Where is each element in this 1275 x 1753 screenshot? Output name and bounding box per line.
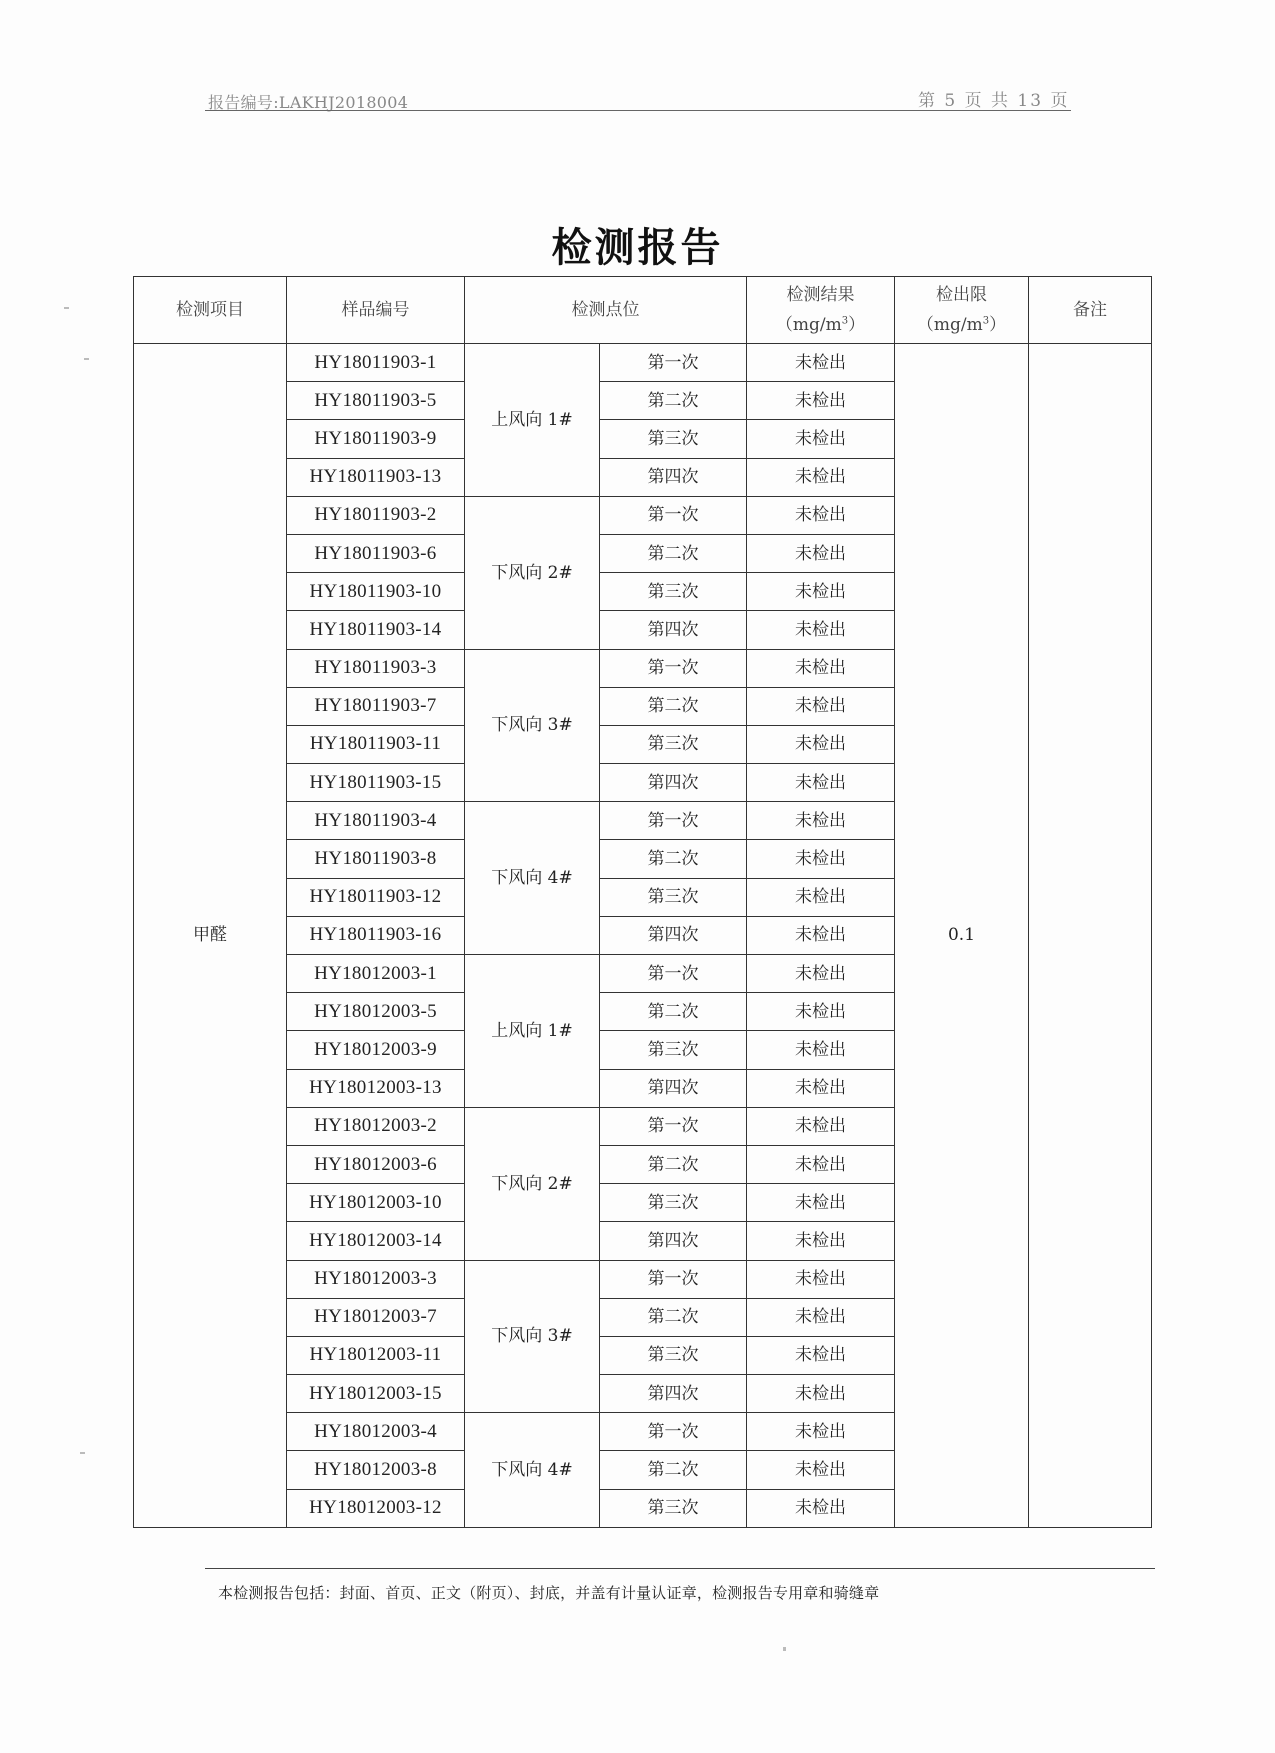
times-cell: 第三次 — [600, 1031, 747, 1069]
times-cell: 第四次 — [600, 1069, 747, 1107]
times-cell: 第一次 — [600, 955, 747, 993]
table-header-row — [134, 277, 1152, 344]
sample-id-cell: HY18012003-15 — [287, 1375, 465, 1413]
sample-id-cell: HY18011903-5 — [287, 382, 465, 420]
sample-id-cell: HY18011903-13 — [287, 458, 465, 496]
sample-id-cell: HY18011903-8 — [287, 840, 465, 878]
times-cell: 第一次 — [600, 802, 747, 840]
header-divider — [205, 110, 1071, 111]
point-cell: 上风向 1# — [465, 344, 600, 497]
header-result — [747, 277, 895, 344]
times-cell: 第四次 — [600, 1222, 747, 1260]
times-cell: 第二次 — [600, 840, 747, 878]
sample-id-cell: HY18012003-13 — [287, 1069, 465, 1107]
point-cell: 下风向 2# — [465, 496, 600, 649]
sample-id-cell: HY18011903-14 — [287, 611, 465, 649]
scan-speck — [84, 358, 89, 360]
times-cell: 第三次 — [600, 573, 747, 611]
report-number: 报告编号:LAKHJ2018004 — [208, 93, 409, 112]
header-item: 检测项目 — [134, 277, 287, 344]
header-limit — [895, 277, 1029, 344]
result-cell: 未检出 — [747, 1069, 895, 1107]
sample-id-cell: HY18011903-15 — [287, 764, 465, 802]
result-cell: 未检出 — [747, 1489, 895, 1527]
times-cell: 第二次 — [600, 993, 747, 1031]
item-cell: 甲醛 — [134, 344, 287, 1528]
sample-id-cell: HY18011903-1 — [287, 344, 465, 382]
result-cell: 未检出 — [747, 1031, 895, 1069]
sample-id-cell: HY18012003-10 — [287, 1184, 465, 1222]
times-cell: 第一次 — [600, 344, 747, 382]
sample-id-cell: HY18012003-6 — [287, 1145, 465, 1183]
header-point: 检测点位 — [465, 277, 747, 344]
result-cell: 未检出 — [747, 802, 895, 840]
result-cell: 未检出 — [747, 1107, 895, 1145]
point-cell: 下风向 4# — [465, 802, 600, 955]
times-cell: 第一次 — [600, 1413, 747, 1451]
result-cell: 未检出 — [747, 1222, 895, 1260]
result-cell: 未检出 — [747, 344, 895, 382]
times-cell: 第二次 — [600, 687, 747, 725]
sample-id-cell: HY18012003-5 — [287, 993, 465, 1031]
times-cell: 第四次 — [600, 611, 747, 649]
header-limit-unit: $(mg/m^3)$ — [916, 314, 1007, 335]
sample-id-cell: HY18012003-8 — [287, 1451, 465, 1489]
times-cell: 第三次 — [600, 1184, 747, 1222]
result-cell: 未检出 — [747, 534, 895, 572]
header-remark: 备注 — [1029, 277, 1152, 344]
header-sample-id: 样品编号 — [287, 277, 465, 344]
point-cell: 下风向 3# — [465, 649, 600, 802]
sample-id-cell: HY18011903-10 — [287, 573, 465, 611]
times-cell: 第二次 — [600, 382, 747, 420]
result-cell: 未检出 — [747, 764, 895, 802]
result-cell: 未检出 — [747, 458, 895, 496]
result-cell: 未检出 — [747, 993, 895, 1031]
sample-id-cell: HY18011903-7 — [287, 687, 465, 725]
result-cell: 未检出 — [747, 1336, 895, 1374]
header-result-label: 检测结果 — [786, 285, 855, 306]
result-cell: 未检出 — [747, 1413, 895, 1451]
result-cell: 未检出 — [747, 420, 895, 458]
header-result-unit: $(mg/m^3)$ — [775, 314, 866, 335]
result-cell: 未检出 — [747, 1145, 895, 1183]
point-cell: 下风向 2# — [465, 1107, 600, 1260]
result-cell: 未检出 — [747, 1260, 895, 1298]
sample-id-cell: HY18011903-4 — [287, 802, 465, 840]
times-cell: 第一次 — [600, 1107, 747, 1145]
result-cell: 未检出 — [747, 649, 895, 687]
report-table — [133, 276, 1152, 1528]
page-indicator: 第 5 页 共 13 页 — [918, 91, 1070, 111]
times-cell: 第四次 — [600, 458, 747, 496]
scan-speck — [783, 1647, 786, 1651]
sample-id-cell: HY18012003-14 — [287, 1222, 465, 1260]
result-cell: 未检出 — [747, 840, 895, 878]
times-cell: 第二次 — [600, 1298, 747, 1336]
result-cell: 未检出 — [747, 1184, 895, 1222]
result-cell: 未检出 — [747, 725, 895, 763]
result-cell: 未检出 — [747, 382, 895, 420]
times-cell: 第一次 — [600, 496, 747, 534]
times-cell: 第三次 — [600, 1489, 747, 1527]
page-title: 检测报告 — [551, 224, 724, 271]
detection-limit-cell: 0.1 — [895, 344, 1029, 1528]
times-cell: 第三次 — [600, 420, 747, 458]
result-cell: 未检出 — [747, 611, 895, 649]
sample-id-cell: HY18012003-11 — [287, 1336, 465, 1374]
scan-speck — [80, 1452, 85, 1454]
times-cell: 第三次 — [600, 1336, 747, 1374]
times-cell: 第四次 — [600, 1375, 747, 1413]
times-cell: 第四次 — [600, 916, 747, 954]
sample-id-cell: HY18012003-9 — [287, 1031, 465, 1069]
times-cell: 第二次 — [600, 1145, 747, 1183]
sample-id-cell: HY18012003-7 — [287, 1298, 465, 1336]
point-cell: 上风向 1# — [465, 955, 600, 1108]
result-cell: 未检出 — [747, 1375, 895, 1413]
sample-id-cell: HY18012003-3 — [287, 1260, 465, 1298]
sample-id-cell: HY18011903-6 — [287, 534, 465, 572]
times-cell: 第三次 — [600, 725, 747, 763]
result-cell: 未检出 — [747, 916, 895, 954]
point-cell: 下风向 4# — [465, 1413, 600, 1528]
sample-id-cell: HY18012003-12 — [287, 1489, 465, 1527]
result-cell: 未检出 — [747, 687, 895, 725]
sample-id-cell: HY18011903-2 — [287, 496, 465, 534]
times-cell: 第三次 — [600, 878, 747, 916]
sample-id-cell: HY18011903-12 — [287, 878, 465, 916]
times-cell: 第二次 — [600, 1451, 747, 1489]
remark-cell — [1029, 344, 1152, 1528]
times-cell: 第一次 — [600, 649, 747, 687]
scan-speck — [64, 307, 69, 309]
footnote: 本检测报告包括：封面、首页、正文（附页）、封底，并盖有计量认证章，检测报告专用章和骑缝章 — [218, 1584, 880, 1602]
sample-id-cell: HY18012003-4 — [287, 1413, 465, 1451]
times-cell: 第二次 — [600, 534, 747, 572]
sample-id-cell: HY18011903-9 — [287, 420, 465, 458]
header-limit-label: 检出限 — [936, 285, 987, 306]
sample-id-cell: HY18011903-3 — [287, 649, 465, 687]
sample-id-cell: HY18011903-16 — [287, 916, 465, 954]
sample-id-cell: HY18012003-2 — [287, 1107, 465, 1145]
times-cell: 第四次 — [600, 764, 747, 802]
result-cell: 未检出 — [747, 496, 895, 534]
result-cell: 未检出 — [747, 878, 895, 916]
result-cell: 未检出 — [747, 1451, 895, 1489]
table-row — [134, 344, 1152, 382]
point-cell: 下风向 3# — [465, 1260, 600, 1413]
footer-divider — [205, 1568, 1155, 1569]
sample-id-cell: HY18012003-1 — [287, 955, 465, 993]
sample-id-cell: HY18011903-11 — [287, 725, 465, 763]
times-cell: 第一次 — [600, 1260, 747, 1298]
result-cell: 未检出 — [747, 955, 895, 993]
result-cell: 未检出 — [747, 573, 895, 611]
result-cell: 未检出 — [747, 1298, 895, 1336]
